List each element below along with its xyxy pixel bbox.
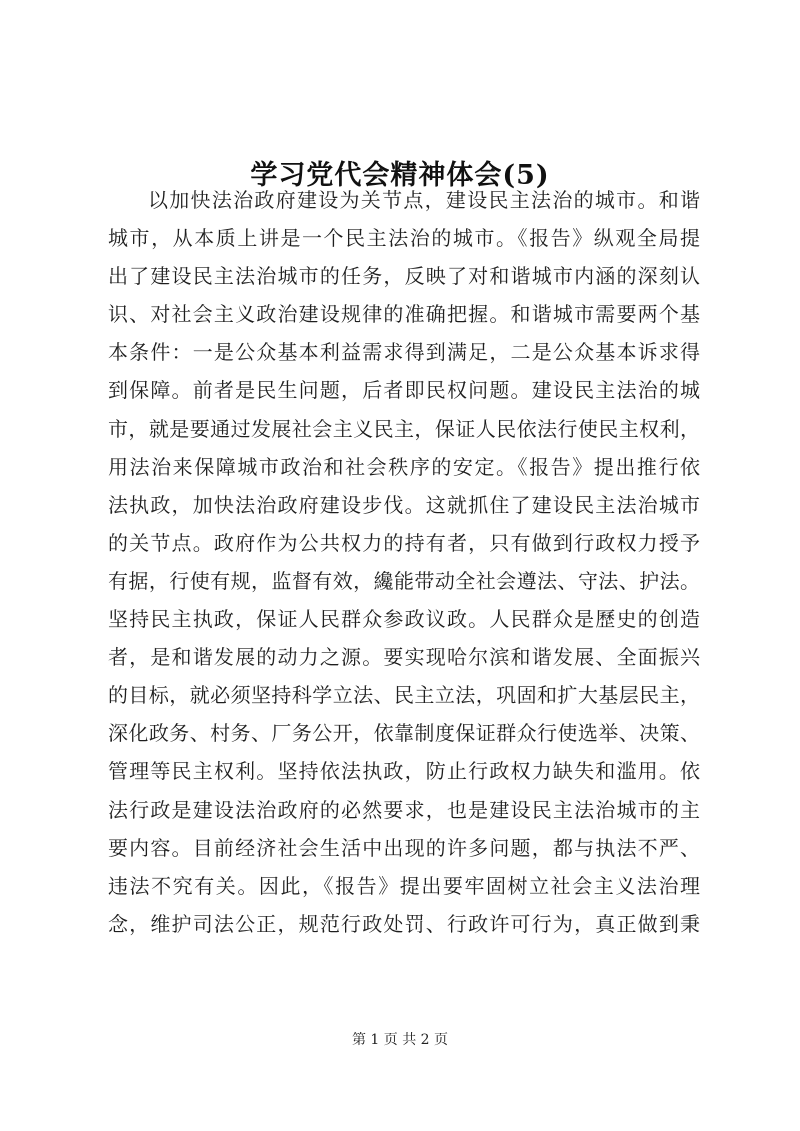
body-line-6: 到保障。前者是民生问题，后者即民权问题。建设民主法治的城 bbox=[108, 378, 700, 403]
body-line-14: 的目标，就必须坚持科学立法、民主立法，巩固和扩大基层民主， bbox=[108, 683, 700, 708]
body-line-10: 的关节点。政府作为公共权力的持有者，只有做到行政权力授予 bbox=[108, 530, 700, 555]
body-line-11: 有据，行使有规，监督有效，纔能带动全社会遵法、守法、护法。 bbox=[108, 568, 700, 593]
body-line-7: 市，就是要通过发展社会主义民主，保证人民依法行使民主权利， bbox=[108, 416, 700, 441]
body-line-9: 法执政，加快法治政府建设步伐。这就抓住了建设民主法治城市 bbox=[108, 492, 700, 517]
body-line-18: 要内容。目前经济社会生活中出现的许多问题，都与执法不严、 bbox=[108, 835, 700, 860]
page-title: 学习党代会精神体会(5) bbox=[250, 160, 550, 192]
body-line-4: 识、对社会主义政治建设规律的准确把握。和谐城市需要两个基 bbox=[108, 302, 700, 327]
document-body bbox=[108, 181, 700, 943]
body-line-20: 念，维护司法公正，规范行政处罚、行政许可行为，真正做到秉 bbox=[108, 911, 700, 936]
body-line-13: 者，是和谐发展的动力之源。要实现哈尔滨和谐发展、全面振兴 bbox=[108, 645, 700, 670]
body-line-3: 出了建设民主法治城市的任务，反映了对和谐城市内涵的深刻认 bbox=[108, 264, 700, 289]
body-line-19: 违法不究有关。因此，《报告》提出要牢固树立社会主义法治理 bbox=[108, 873, 700, 898]
body-line-2: 城市，从本质上讲是一个民主法治的城市。《报告》纵观全局提 bbox=[108, 226, 700, 251]
page-footer bbox=[0, 1030, 800, 1050]
body-line-8: 用法治来保障城市政治和社会秩序的安定。《报告》提出推行依 bbox=[108, 454, 700, 479]
body-line-16: 管理等民主权利。坚持依法执政，防止行政权力缺失和滥用。依 bbox=[108, 759, 700, 784]
body-line-15: 深化政务、村务、厂务公开，依靠制度保证群众行使选举、决策、 bbox=[108, 721, 700, 746]
body-line-1: 以加快法治政府建设为关节点，建设民主法治的城市。和谐 bbox=[148, 188, 700, 212]
body-line-12: 坚持民主执政，保证人民群众参政议政。人民群众是歷史的创造 bbox=[108, 607, 700, 632]
body-line-5: 本条件：一是公众基本利益需求得到满足，二是公众基本诉求得 bbox=[108, 340, 700, 365]
page-indicator: 第 1 页 共 2 页 bbox=[351, 1032, 449, 1048]
body-line-17: 法行政是建设法治政府的必然要求，也是建设民主法治城市的主 bbox=[108, 797, 700, 822]
